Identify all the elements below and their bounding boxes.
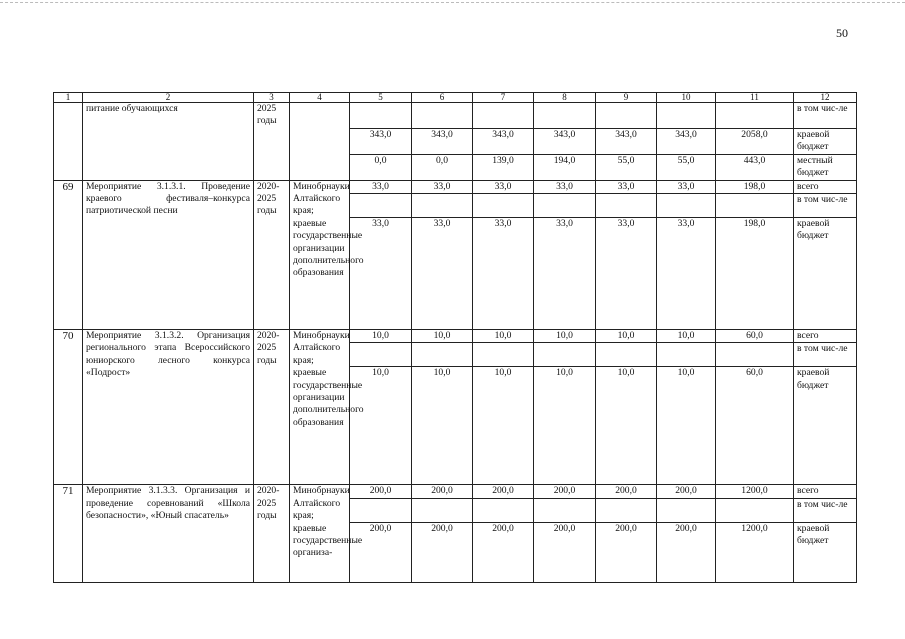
column-header: 3	[254, 93, 290, 103]
amount-cell: 200,0	[657, 522, 716, 582]
amount-cell: 139,0	[473, 154, 534, 180]
funding-source-cell: в том чис-ле	[794, 498, 857, 522]
amount-cell	[716, 194, 794, 218]
amount-cell: 343,0	[596, 129, 657, 155]
amount-cell	[596, 498, 657, 522]
column-header: 10	[657, 93, 716, 103]
column-header: 4	[290, 93, 350, 103]
amount-cell: 343,0	[657, 129, 716, 155]
amount-cell	[657, 498, 716, 522]
amount-cell: 33,0	[473, 218, 534, 330]
column-header: 2	[83, 93, 254, 103]
amount-cell	[657, 194, 716, 218]
amount-cell	[596, 103, 657, 129]
funding-source-cell: краевой бюджет	[794, 129, 857, 155]
amount-cell: 60,0	[716, 330, 794, 343]
amount-cell	[473, 194, 534, 218]
amount-cell	[350, 343, 412, 367]
amount-cell: 343,0	[473, 129, 534, 155]
funding-source-cell: местный бюджет	[794, 154, 857, 180]
period-cell: 2025 годы	[254, 103, 290, 181]
amount-cell: 33,0	[412, 218, 473, 330]
activity-name-cell: питание обучающихся	[83, 103, 254, 181]
amount-cell: 10,0	[412, 367, 473, 485]
executor-cell: Минобрнауки Алтайского края; краевые государственные организа-	[290, 485, 350, 582]
amount-cell	[657, 103, 716, 129]
amount-cell: 200,0	[596, 522, 657, 582]
amount-cell	[473, 343, 534, 367]
amount-cell: 198,0	[716, 218, 794, 330]
amount-cell: 0,0	[350, 154, 412, 180]
amount-cell: 33,0	[473, 180, 534, 193]
column-header: 11	[716, 93, 794, 103]
amount-cell: 343,0	[350, 129, 412, 155]
amount-cell	[412, 194, 473, 218]
amount-cell: 10,0	[657, 367, 716, 485]
funding-source-cell: краевой бюджет	[794, 522, 857, 582]
column-header: 9	[596, 93, 657, 103]
page-number: 50	[836, 26, 848, 40]
activity-name-cell: Мероприятие 3.1.3.3. Организация и проведение соревнований «Школа безопасности», «Юный спасатель»	[83, 485, 254, 582]
funding-source-cell: в том чис-ле	[794, 103, 857, 129]
amount-cell: 10,0	[596, 330, 657, 343]
amount-cell	[716, 498, 794, 522]
amount-cell: 200,0	[473, 522, 534, 582]
amount-cell: 33,0	[412, 180, 473, 193]
table-row	[54, 180, 857, 193]
activity-number-cell: 69	[54, 180, 83, 329]
amount-cell	[534, 103, 596, 129]
amount-cell: 33,0	[657, 180, 716, 193]
period-cell: 2020-2025 годы	[254, 485, 290, 582]
funding-source-cell: краевой бюджет	[794, 367, 857, 485]
period-cell: 2020-2025 годы	[254, 180, 290, 329]
amount-cell: 10,0	[350, 367, 412, 485]
amount-cell	[350, 194, 412, 218]
amount-cell	[412, 498, 473, 522]
executor-cell	[290, 103, 350, 181]
scan-edge-line	[0, 2, 905, 3]
activity-number-cell: 70	[54, 330, 83, 485]
amount-cell: 194,0	[534, 154, 596, 180]
amount-cell	[473, 103, 534, 129]
funding-source-cell: всего	[794, 180, 857, 193]
activity-number-cell: 71	[54, 485, 83, 582]
amount-cell: 33,0	[596, 218, 657, 330]
funding-source-cell: всего	[794, 330, 857, 343]
amount-cell: 200,0	[596, 485, 657, 498]
amount-cell: 443,0	[716, 154, 794, 180]
amount-cell: 200,0	[657, 485, 716, 498]
amount-cell: 55,0	[596, 154, 657, 180]
amount-cell	[473, 498, 534, 522]
amount-cell	[350, 498, 412, 522]
amount-cell: 33,0	[596, 180, 657, 193]
amount-cell	[534, 343, 596, 367]
column-header: 5	[350, 93, 412, 103]
activity-name-cell: Мероприятие 3.1.3.1. Проведение краевого фестиваля–конкурса патриотической песни	[83, 180, 254, 329]
amount-cell: 10,0	[596, 367, 657, 485]
amount-cell: 200,0	[412, 485, 473, 498]
amount-cell: 200,0	[350, 485, 412, 498]
column-header: 7	[473, 93, 534, 103]
table-row	[54, 485, 857, 498]
amount-cell: 200,0	[473, 485, 534, 498]
amount-cell: 200,0	[534, 522, 596, 582]
activity-number-cell	[54, 103, 83, 181]
column-header: 12	[794, 93, 857, 103]
amount-cell	[534, 194, 596, 218]
amount-cell: 33,0	[350, 180, 412, 193]
column-numbers-row	[54, 93, 857, 103]
amount-cell: 10,0	[473, 330, 534, 343]
amount-cell: 200,0	[350, 522, 412, 582]
funding-source-cell: в том чис-ле	[794, 343, 857, 367]
funding-source-cell: всего	[794, 485, 857, 498]
column-header: 1	[54, 93, 83, 103]
amount-cell: 200,0	[534, 485, 596, 498]
amount-cell: 33,0	[534, 218, 596, 330]
amount-cell	[596, 194, 657, 218]
amount-cell: 55,0	[657, 154, 716, 180]
amount-cell: 1200,0	[716, 485, 794, 498]
amount-cell: 198,0	[716, 180, 794, 193]
activity-name-cell: Мероприятие 3.1.3.2. Организация регионального этапа Всероссийского юниорского лесного конкурса «Подрост»	[83, 330, 254, 485]
amount-cell: 33,0	[350, 218, 412, 330]
amount-cell: 10,0	[534, 367, 596, 485]
period-cell: 2020-2025 годы	[254, 330, 290, 485]
amount-cell	[716, 103, 794, 129]
amount-cell	[657, 343, 716, 367]
amount-cell: 33,0	[534, 180, 596, 193]
amount-cell	[534, 498, 596, 522]
table-row	[54, 103, 857, 129]
amount-cell	[412, 343, 473, 367]
amount-cell: 1200,0	[716, 522, 794, 582]
amount-cell: 10,0	[412, 330, 473, 343]
amount-cell: 60,0	[716, 367, 794, 485]
amount-cell: 10,0	[350, 330, 412, 343]
amount-cell	[350, 103, 412, 129]
executor-cell: Минобрнауки Алтайского края; краевые государственные организации дополнительного образования	[290, 180, 350, 329]
column-header: 8	[534, 93, 596, 103]
amount-cell: 343,0	[534, 129, 596, 155]
executor-cell: Минобрнауки Алтайского края; краевые государственные организации дополнительного образования	[290, 330, 350, 485]
column-header: 6	[412, 93, 473, 103]
amount-cell: 10,0	[534, 330, 596, 343]
amount-cell: 343,0	[412, 129, 473, 155]
amount-cell: 10,0	[473, 367, 534, 485]
amount-cell	[412, 103, 473, 129]
amount-cell: 2058,0	[716, 129, 794, 155]
amount-cell: 33,0	[657, 218, 716, 330]
amount-cell: 10,0	[657, 330, 716, 343]
amount-cell	[716, 343, 794, 367]
amount-cell: 200,0	[412, 522, 473, 582]
amount-cell: 0,0	[412, 154, 473, 180]
amount-cell	[596, 343, 657, 367]
table-row	[54, 330, 857, 343]
funding-source-cell: в том чис-ле	[794, 194, 857, 218]
program-activities-table	[53, 92, 857, 583]
funding-source-cell: краевой бюджет	[794, 218, 857, 330]
